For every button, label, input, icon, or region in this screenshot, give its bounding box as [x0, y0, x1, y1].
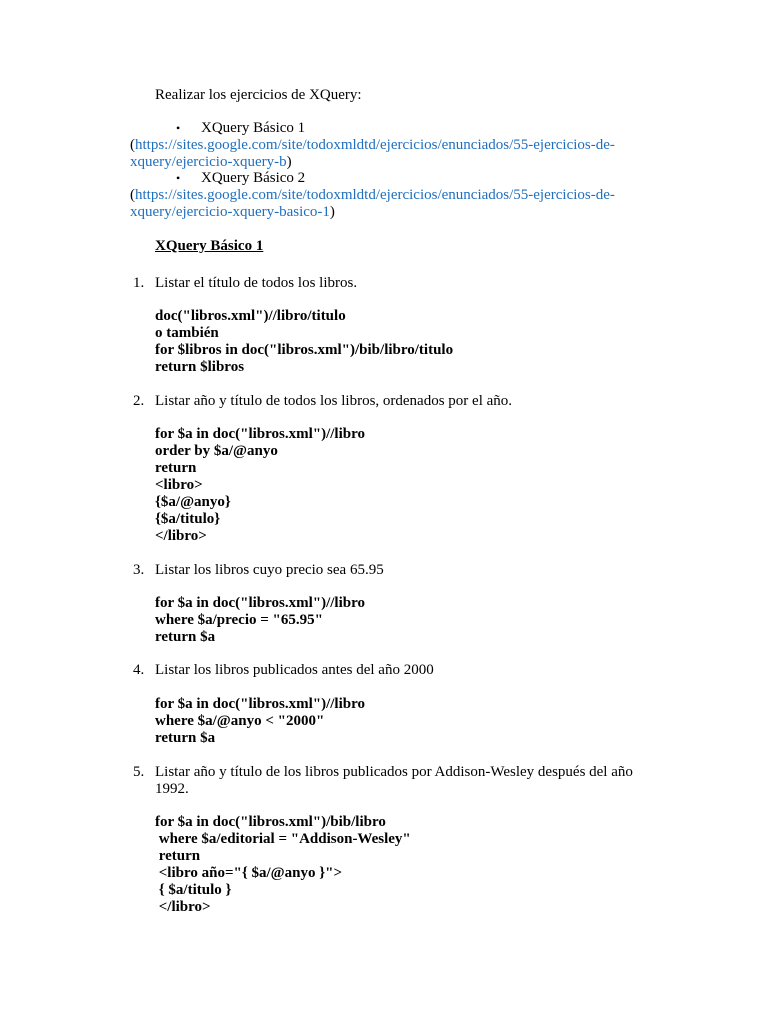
code-line: for $a in doc("libros.xml")//libro: [155, 595, 365, 611]
exercise-3-number: 3.: [133, 562, 145, 578]
code-line: return $a: [155, 629, 216, 645]
code-line: order by $a/@anyo: [155, 443, 278, 459]
code-line: </libro>: [155, 899, 211, 915]
exercise-2-number: 2.: [133, 393, 145, 409]
code-line: return $a: [155, 730, 216, 746]
code-line: where $a/editorial = "Addison-Wesley": [155, 831, 411, 847]
exercise-1-text: Listar el título de todos los libros.: [155, 275, 358, 291]
code-line: for $a in doc("libros.xml")/bib/libro: [155, 814, 386, 830]
code-line: where $a/precio = "65.95": [155, 612, 323, 628]
link-2-url[interactable]: https://sites.google.com/site/todoxmldtd/ejercicios/enunciados/55-ejercicios-de-: [135, 187, 615, 203]
code-line: { $a/titulo }: [155, 882, 232, 898]
code-line: return: [155, 460, 197, 476]
exercise-4-text: Listar los libros publicados antes del año 2000: [155, 662, 434, 678]
link-2-url-line1: (https://sites.google.com/site/todoxmldtd/ejercicios/enunciados/55-ejercicios-de-: [130, 187, 615, 203]
code-line: return $libros: [155, 359, 245, 375]
code-line: {$a/@anyo}: [155, 494, 231, 510]
code-line: for $a in doc("libros.xml")//libro: [155, 696, 365, 712]
code-line: return: [155, 848, 201, 864]
exercise-5-number: 5.: [133, 764, 145, 780]
link-2-url-cont[interactable]: xquery/ejercicio-xquery-basico-1: [130, 204, 330, 220]
link-1-url-cont[interactable]: xquery/ejercicio-xquery-b: [130, 154, 287, 170]
exercise-5-text: Listar año y título de los libros publicados por Addison-Wesley después del año: [155, 764, 633, 780]
bullet-1: •: [176, 121, 181, 135]
intro-text: Realizar los ejercicios de XQuery:: [155, 87, 362, 103]
link-1-url-line2: xquery/ejercicio-xquery-b): [130, 154, 292, 170]
section-title: XQuery Básico 1: [155, 238, 264, 254]
code-line: </libro>: [155, 528, 207, 544]
code-line: <libro>: [155, 477, 203, 493]
link-1-label: XQuery Básico 1: [201, 120, 306, 136]
link-1-url-line1: (https://sites.google.com/site/todoxmldtd/ejercicios/enunciados/55-ejercicios-de-: [130, 137, 615, 153]
bullet-2: •: [176, 171, 181, 185]
code-line: for $libros in doc("libros.xml")/bib/libro/titulo: [155, 342, 454, 358]
exercise-3-text: Listar los libros cuyo precio sea 65.95: [155, 562, 384, 578]
link-1-url[interactable]: https://sites.google.com/site/todoxmldtd/ejercicios/enunciados/55-ejercicios-de-: [135, 137, 615, 153]
exercise-5-text-cont: 1992.: [155, 781, 189, 797]
code-line: {$a/titulo}: [155, 511, 221, 527]
link-2-url-line2: xquery/ejercicio-xquery-basico-1): [130, 204, 335, 220]
code-line: where $a/@anyo < "2000": [155, 713, 325, 729]
link-2-label: XQuery Básico 2: [201, 170, 306, 186]
code-line: o también: [155, 325, 219, 341]
exercise-1-number: 1.: [133, 275, 145, 291]
code-line: for $a in doc("libros.xml")//libro: [155, 426, 365, 442]
exercise-4-number: 4.: [133, 662, 145, 678]
exercise-2-text: Listar año y título de todos los libros, ordenados por el año.: [155, 393, 513, 409]
code-line: <libro año="{ $a/@anyo }">: [155, 865, 342, 881]
code-line: doc("libros.xml")//libro/titulo: [155, 308, 346, 324]
